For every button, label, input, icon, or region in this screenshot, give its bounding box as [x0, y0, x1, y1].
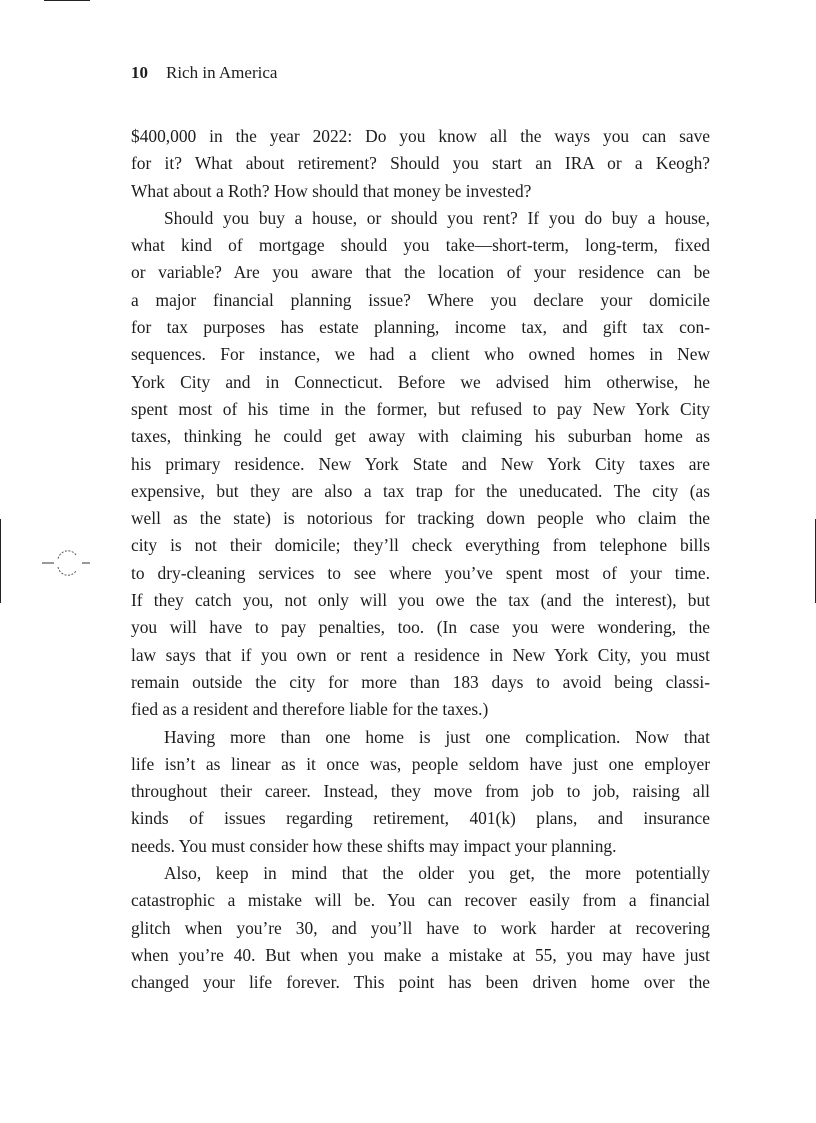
text-line: spent most of his time in the former, but refused to pay New York City: [131, 398, 710, 419]
text-line: glitch when you’re 30, and you’ll have to work harder at recovering: [131, 917, 710, 938]
text-line: to dry-cleaning services to see where you’ve spent most of your time.: [131, 562, 710, 583]
text-line: $400,000 in the year 2022: Do you know all the ways you can save: [131, 126, 710, 146]
text-line: for tax purposes has estate planning, income tax, and gift tax con-: [131, 317, 710, 338]
text-line: York City and in Connecticut. Before we advised him otherwise, he: [131, 371, 710, 392]
text-line: city is not their domicile; they’ll check everything from telephone bills: [131, 535, 710, 556]
text-line: catastrophic a mistake will be. You can recover easily from a financial: [131, 890, 710, 911]
crop-mark-left: [0, 519, 1, 603]
text-line: remain outside the city for more than 183 days to avoid being classi-: [131, 671, 710, 692]
text-line: kinds of issues regarding retirement, 401(k) plans, and insurance: [131, 808, 710, 829]
text-line: well as the state) is notorious for tracking down people who claim the: [131, 508, 710, 529]
text-line: needs. You must consider how these shifts may impact your planning.: [131, 835, 617, 856]
text-line: when you’re 40. But when you make a mistake at 55, you may have just: [131, 944, 710, 965]
text-line: throughout their career. Instead, they move from job to job, raising all: [131, 781, 710, 802]
text-line: life isn’t as linear as it once was, people seldom have just one employer: [131, 753, 710, 774]
crop-mark-top: [44, 0, 90, 1]
text-line: law says that if you own or rent a residence in New York City, you must: [131, 644, 710, 665]
text-line: Should you buy a house, or should you rent? If you do buy a house,: [164, 207, 710, 228]
text-line: fied as a resident and therefore liable for the taxes.): [131, 699, 489, 720]
text-line: expensive, but they are also a tax trap for the uneducated. The city (as: [131, 480, 710, 501]
text-line: If they catch you, not only will you owe the tax (and the interest), but: [131, 590, 710, 611]
text-line: Also, keep in mind that the older you get, the more potentially: [164, 863, 710, 884]
page-number: 10: [131, 63, 148, 82]
text-line: for it? What about retirement? Should you start an IRA or a Keogh?: [131, 153, 710, 174]
text-line: changed your life forever. This point has been driven home over the: [131, 972, 710, 993]
text-line: you will have to pay penalties, too. (In case you were wondering, the: [131, 617, 710, 638]
text-line: or variable? Are you aware that the location of your residence can be: [131, 262, 710, 283]
registration-mark-icon: [42, 548, 94, 578]
text-line: What about a Roth? How should that money be invested?: [131, 180, 532, 201]
text-line: sequences. For instance, we had a client who owned homes in New: [131, 344, 710, 365]
text-line: taxes, thinking he could get away with claiming his suburban home as: [131, 426, 710, 447]
book-title: Rich in America: [166, 63, 278, 82]
text-line: what kind of mortgage should you take—short-term, long-term, fixed: [131, 235, 710, 256]
body-text: [131, 123, 710, 997]
running-head: [131, 62, 277, 84]
text-line: a major financial planning issue? Where you declare your domicile: [131, 289, 710, 310]
text-line: Having more than one home is just one complication. Now that: [164, 726, 710, 747]
text-line: his primary residence. New York State and New York City taxes are: [131, 453, 710, 474]
